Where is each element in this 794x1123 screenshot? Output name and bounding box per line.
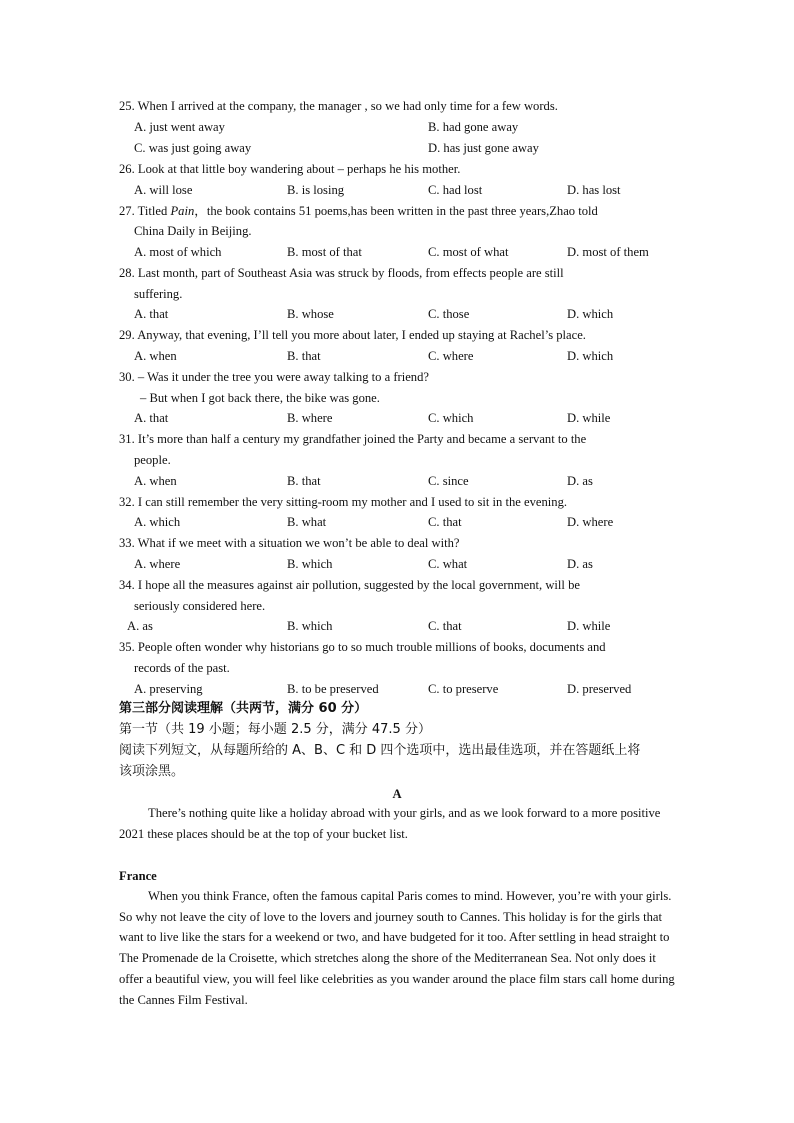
question-26-option-a: A. will lose (134, 183, 193, 197)
passage-body-france: When you think France, often the famous capital Paris comes to mind. However, you’re with your girls. So why not leave the city of love to the lovers and journey south to Cannes. This holiday is for the girls that want to live like the stars for a weekend or two, and have budgeted for it too. After settling in head straight to The Promenade de la Croisette, which stretches along the shore of the Mediterranean Sea. Not only does it offer a beautiful view, you will feel like celebrities as you wander around the place film stars call home during the Cannes Film Festival. (119, 889, 675, 1007)
question-34-stem-continued: seriously considered here. (134, 599, 266, 613)
question-29-stem: 29. Anyway, that evening, I’ll tell you more about later, I ended up staying at Rachel’s place. (119, 328, 586, 342)
question-30-option-d: D. while (567, 411, 611, 425)
question-33-stem: 33. What if we meet with a situation we won’t be able to deal with? (119, 536, 460, 550)
question-28-option-a: A. that (134, 307, 169, 321)
question-29-option-d: D. which (567, 349, 614, 363)
question-29-option-c: C. where (428, 349, 474, 363)
question-27-stem-continued: China Daily in Beijing. (134, 224, 252, 238)
question-28-option-c: C. those (428, 307, 470, 321)
question-35-option-b: B. to be preserved (287, 682, 379, 696)
question-31-option-c: C. since (428, 474, 469, 488)
question-34-stem: 34. I hope all the measures against air pollution, suggested by the local government, will be (119, 578, 580, 592)
question-33-option-b: B. which (287, 557, 333, 571)
question-27-stem (119, 203, 598, 219)
question-32-option-b: B. what (287, 515, 327, 529)
question-27-stem-post: ，the book contains 51 poems,has been written in the past three years,Zhao told (194, 204, 598, 218)
question-35-option-d: D. preserved (567, 682, 632, 696)
question-33-option-a: A. where (134, 557, 181, 571)
question-32-option-d: D. where (567, 515, 614, 529)
question-27-option-b: B. most of that (287, 245, 362, 259)
question-30-stem-continued: – But when I got back there, the bike was gone. (140, 391, 380, 405)
question-30-option-a: A. that (134, 411, 169, 425)
question-29-option-b: B. that (287, 349, 321, 363)
question-25-option-d: D. has just gone away (428, 141, 539, 155)
section-instruction-line-2: 该项涂黑。 (119, 764, 185, 779)
question-31-stem-continued: people. (134, 453, 171, 467)
question-25-stem: 25. When I arrived at the company, the manager , so we had only time for a few words. (119, 99, 558, 113)
section-instruction-line-1: 阅读下列短文，从每题所给的 A、B、C 和 D 四个选项中，选出最佳选项，并在答题纸上将 (119, 743, 641, 758)
question-28-option-d: D. which (567, 307, 614, 321)
question-28-stem: 28. Last month, part of Southeast Asia was struck by floods, from effects people are still (119, 266, 564, 280)
question-30-stem: 30. – Was it under the tree you were away talking to a friend? (119, 370, 429, 384)
question-34-option-a: A. as (127, 619, 153, 633)
question-35-stem-continued: records of the past. (134, 661, 230, 675)
passage-heading-france: France (119, 869, 157, 883)
question-32-stem: 32. I can still remember the very sitting-room my mother and I used to sit in the evening. (119, 495, 568, 509)
question-27-option-c: C. most of what (428, 245, 509, 259)
question-27-option-a: A. most of which (134, 245, 222, 259)
question-25-option-c: C. was just going away (134, 141, 252, 155)
section-subtitle: 第一节（共 19 小题；每小题 2.5 分，满分 47.5 分） (119, 722, 431, 737)
question-31-option-b: B. that (287, 474, 321, 488)
passage-intro: There’s nothing quite like a holiday abroad with your girls, and as we look forward to a more positive 2021 these places should be at the top of your bucket list. (119, 806, 661, 841)
question-27-option-d: D. most of them (567, 245, 649, 259)
question-31-option-d: D. as (567, 474, 593, 488)
question-33-option-c: C. what (428, 557, 468, 571)
question-31-option-a: A. when (134, 474, 177, 488)
question-35-option-c: C. to preserve (428, 682, 499, 696)
question-25-option-b: B. had gone away (428, 120, 519, 134)
question-34-option-d: D. while (567, 619, 611, 633)
question-27-stem-pre: 27. Titled (119, 204, 171, 218)
passage-letter: A (392, 787, 402, 801)
question-28-stem-continued: suffering. (134, 287, 183, 301)
question-27-book-title: Pain (170, 204, 195, 218)
question-26-option-c: C. had lost (428, 183, 483, 197)
question-32-option-c: C. that (428, 515, 462, 529)
question-35-option-a: A. preserving (134, 682, 203, 696)
question-30-option-c: C. which (428, 411, 474, 425)
question-35-stem: 35. People often wonder why historians go to so much trouble millions of books, documents and (119, 640, 606, 654)
question-26-option-d: D. has lost (567, 183, 621, 197)
question-26-stem: 26. Look at that little boy wandering about – perhaps he his mother. (119, 162, 461, 176)
question-28-option-b: B. whose (287, 307, 334, 321)
question-31-stem: 31. It’s more than half a century my grandfather joined the Party and became a servant to the (119, 432, 587, 446)
question-29-option-a: A. when (134, 349, 177, 363)
question-30-option-b: B. where (287, 411, 333, 425)
question-32-option-a: A. which (134, 515, 181, 529)
question-34-option-b: B. which (287, 619, 333, 633)
question-26-option-b: B. is losing (287, 183, 345, 197)
section-title: 第三部分阅读理解（共两节，满分 60 分） (119, 701, 368, 716)
question-34-option-c: C. that (428, 619, 462, 633)
question-33-option-d: D. as (567, 557, 593, 571)
question-25-option-a: A. just went away (134, 120, 225, 134)
